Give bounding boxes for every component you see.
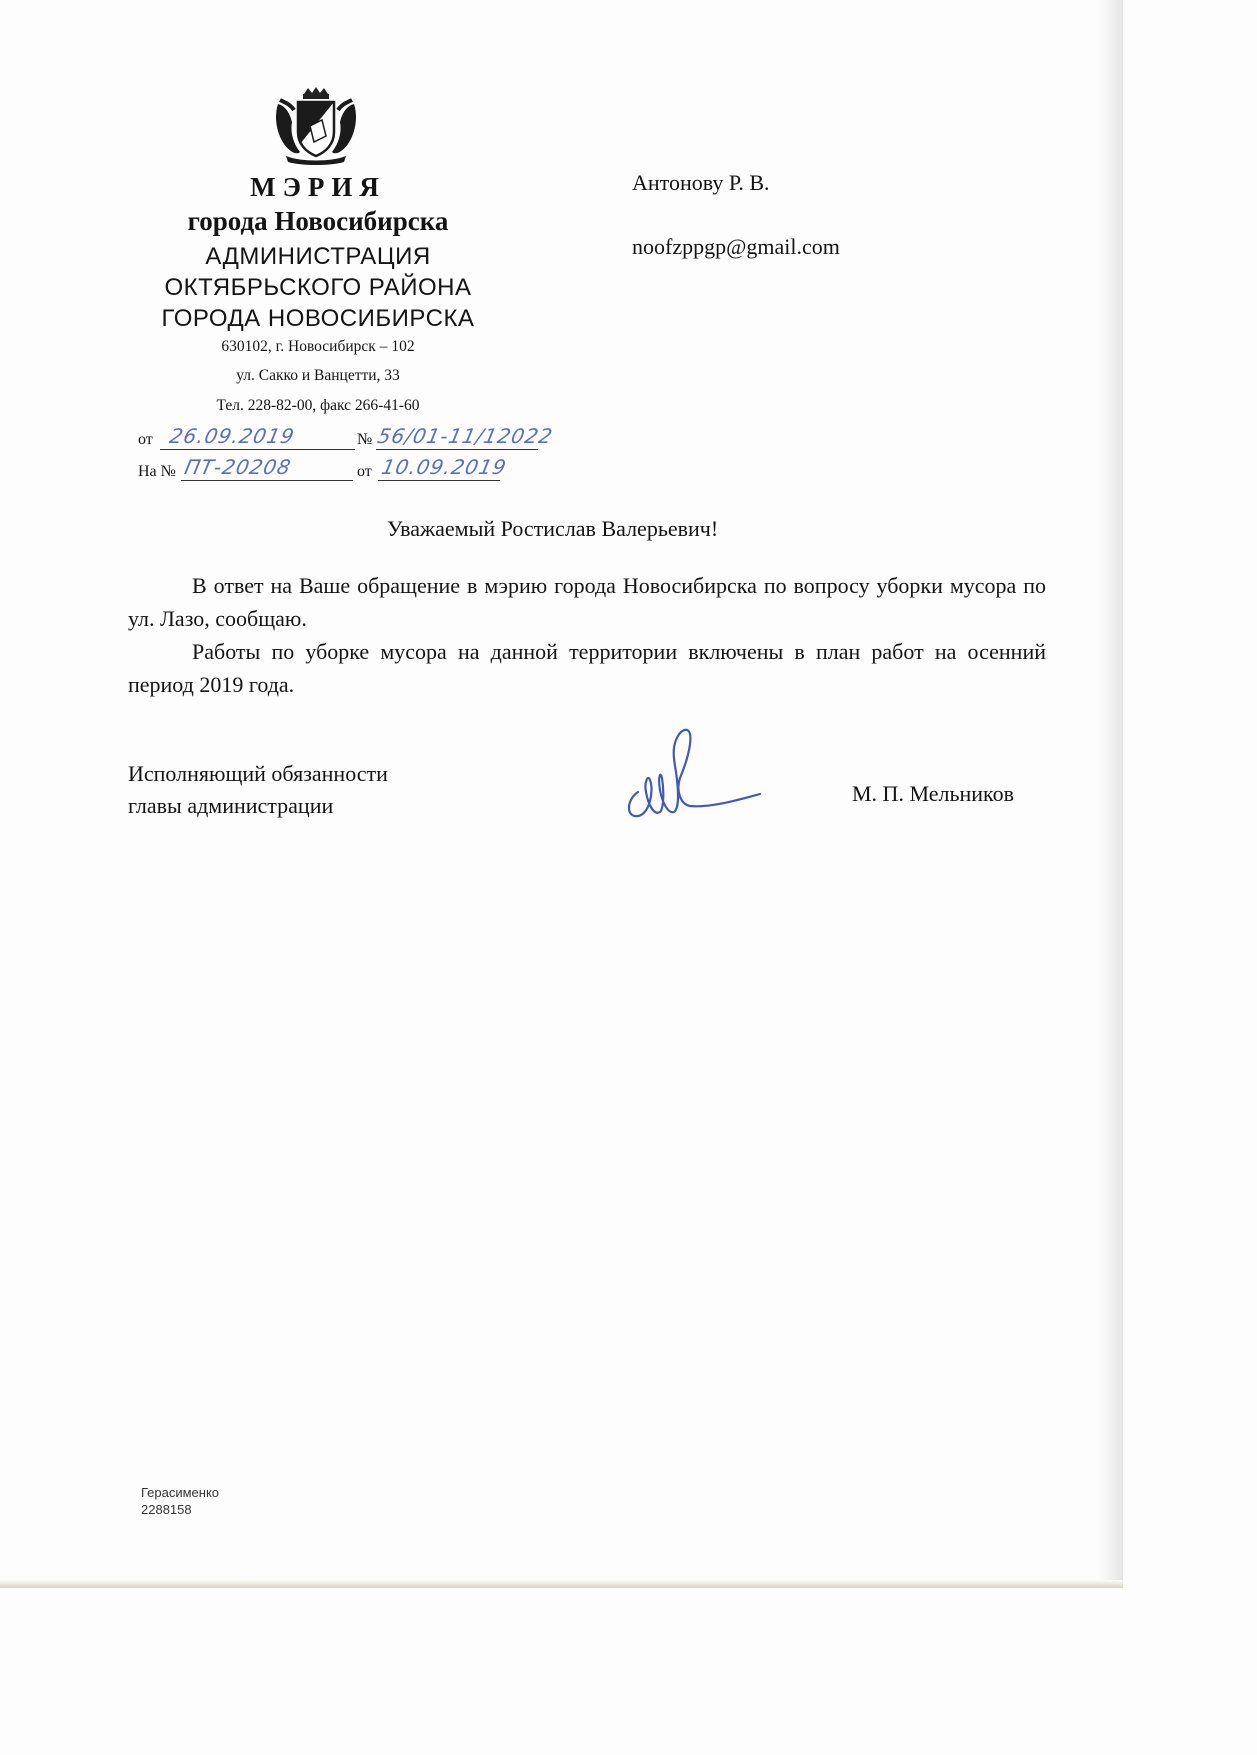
date-field	[160, 424, 355, 450]
signer-name: М. П. Мельников	[852, 781, 1015, 806]
signer-position-line-2: главы администрации	[128, 793, 334, 818]
coat-of-arms-emblem	[270, 86, 362, 166]
handwritten-signature	[620, 720, 765, 825]
addressee-email: noofzppgp@gmail.com	[632, 234, 840, 259]
city-name: города Новосибирска	[187, 206, 449, 236]
number-label: №	[357, 431, 373, 448]
street-address: ул. Сакко и Ванцетти, 33	[236, 367, 400, 384]
reference-field	[181, 455, 353, 481]
signer-position-line-1: Исполняющий обязанности	[128, 761, 388, 786]
reference-label: На №	[138, 463, 176, 480]
mayoralty-title: МЭРИЯ	[250, 172, 386, 202]
number-value: 56/01-11/12022	[375, 424, 556, 448]
letter-body	[128, 569, 1046, 701]
reference-date-label: от	[357, 463, 372, 480]
body-paragraph: Работы по уборке мусора на данной территории включены в план работ на осенний период 2019 года.	[128, 639, 1046, 697]
executor-name: Герасименко	[141, 1485, 220, 1500]
page-bottom-edge	[0, 1580, 1123, 1588]
reference-date-value: 10.09.2019	[379, 455, 510, 479]
number-field	[375, 424, 556, 450]
reference-value: ПТ-20208	[182, 455, 294, 479]
reference-date-field	[378, 455, 510, 481]
body-paragraph: В ответ на Ваше обращение в мэрию города Новосибирска по вопросу уборки мусора по ул. Лазо, сообщаю.	[128, 573, 1046, 631]
date-value: 26.09.2019	[167, 424, 298, 448]
addressee-name: Антонову Р. В.	[632, 170, 770, 195]
phone-fax: Тел. 228-82-00, факс 266-41-60	[216, 397, 420, 414]
administration-line-1: АДМИНИСТРАЦИЯ	[205, 243, 431, 270]
salutation: Уважаемый Ростислав Валерьевич!	[387, 516, 719, 541]
postal-address: 630102, г. Новосибирск – 102	[221, 338, 415, 355]
executor-phone: 2288158	[141, 1502, 192, 1517]
administration-line-2: ОКТЯБРЬСКОГО РАЙОНА	[164, 274, 472, 301]
administration-line-3: ГОРОДА НОВОСИБИРСКА	[161, 305, 475, 332]
page-edge-shadow	[1098, 0, 1123, 1588]
date-label: от	[138, 431, 153, 448]
